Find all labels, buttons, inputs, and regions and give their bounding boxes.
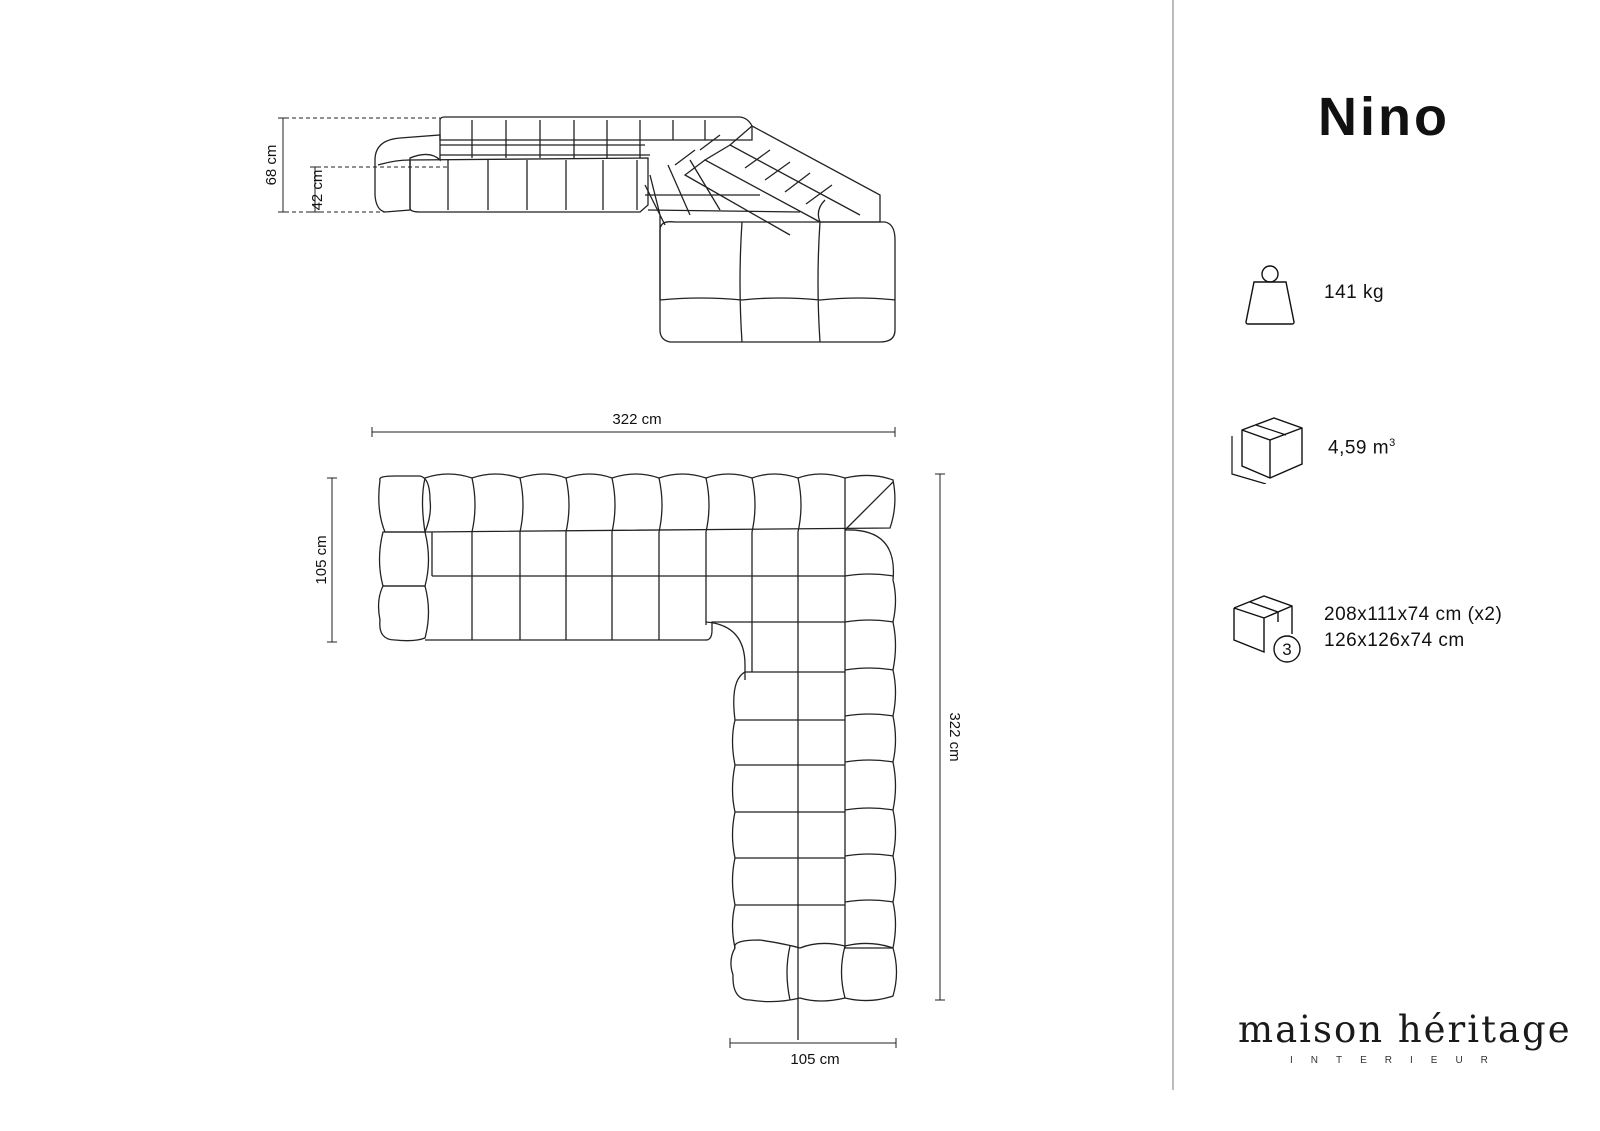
seat-cushions-front <box>410 140 650 212</box>
panel-divider <box>1172 0 1174 1090</box>
box-volume-icon <box>1230 416 1306 484</box>
dim-chaise-width: 105 cm <box>790 1051 840 1068</box>
dim-back-height: 68 cm <box>263 144 280 186</box>
package-dimension-2: 126x126x74 cm <box>1324 630 1465 651</box>
right-back-cushions <box>675 126 880 235</box>
left-armrest <box>375 135 440 212</box>
package-dimension-1: 208x111x74 cm (x2) <box>1324 604 1503 625</box>
brand-logo: maison héritage <box>1238 1008 1572 1051</box>
back-cushions <box>440 117 752 140</box>
chaise-seat-cushions <box>645 160 800 300</box>
weight-icon <box>1240 264 1300 326</box>
volume-value <box>1328 437 1396 459</box>
sofa-perspective-view <box>278 117 895 342</box>
volume-number: 4,59 m <box>1328 437 1390 459</box>
dim-seat-height: 42 cm <box>309 169 326 211</box>
chaise-front-block <box>660 222 895 342</box>
product-title: Nino <box>1318 87 1450 147</box>
packages-count: 3 <box>1282 640 1292 659</box>
dim-total-length: 322 cm <box>946 712 963 762</box>
dim-seat-depth: 105 cm <box>313 535 330 585</box>
height-dimension-lines <box>278 118 450 212</box>
weight-value: 141 kg <box>1324 282 1385 303</box>
packages-icon <box>1230 594 1306 664</box>
volume-superscript: 3 <box>1389 437 1396 449</box>
brand-tagline: INTERIEUR <box>1290 1055 1506 1066</box>
sofa-top-view <box>327 427 945 1048</box>
dim-total-width: 322 cm <box>612 411 662 428</box>
